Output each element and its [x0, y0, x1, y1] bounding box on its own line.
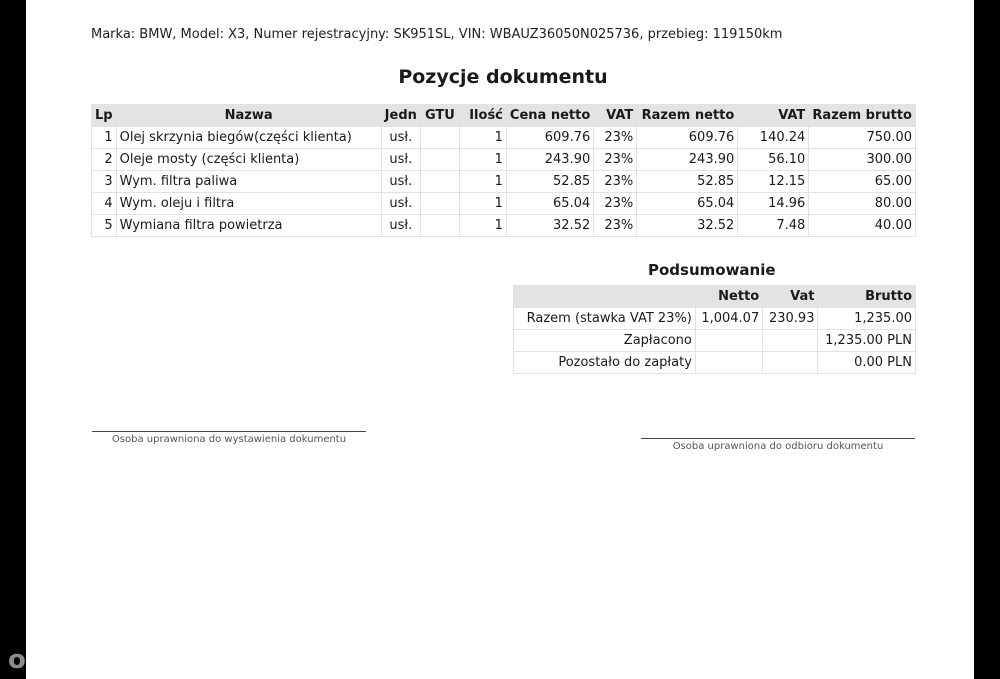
cell-vat-rate: 23% [594, 149, 637, 171]
cell-cena-netto: 52.85 [506, 171, 593, 193]
summary-col-brutto: Brutto [818, 286, 916, 308]
cell-nazwa: Oleje mosty (części klienta) [116, 149, 381, 171]
summary-table [513, 285, 916, 374]
cell-ilosc: 1 [459, 171, 506, 193]
cell-vat-amount: 14.96 [738, 193, 809, 215]
cell-razem-brutto: 65.00 [809, 171, 916, 193]
table-row [92, 149, 916, 171]
summary-label: Pozostało do zapłaty [514, 352, 696, 374]
cell-ilosc: 1 [459, 215, 506, 237]
cell-nazwa: Wymiana filtra powietrza [116, 215, 381, 237]
table-row [92, 127, 916, 149]
receiver-signature [641, 438, 915, 452]
col-lp: Lp [92, 105, 117, 127]
col-ilosc: Ilość [459, 105, 506, 127]
cell-nazwa: Olej skrzynia biegów(części klienta) [116, 127, 381, 149]
summary-row [514, 308, 916, 330]
col-nazwa: Nazwa [116, 105, 381, 127]
cell-cena-netto: 32.52 [506, 215, 593, 237]
cell-razem-netto: 65.04 [637, 193, 738, 215]
cell-lp: 5 [92, 215, 117, 237]
summary-header-row [514, 286, 916, 308]
cell-razem-netto: 243.90 [637, 149, 738, 171]
cell-razem-brutto: 750.00 [809, 127, 916, 149]
cell-cena-netto: 243.90 [506, 149, 593, 171]
summary-col-label [514, 286, 696, 308]
col-gtu: GTU [420, 105, 459, 127]
col-razem-netto: Razem netto [637, 105, 738, 127]
summary-label: Zapłacono [514, 330, 696, 352]
cell-vat-amount: 140.24 [738, 127, 809, 149]
summary-vat [763, 330, 818, 352]
cell-vat-amount: 56.10 [738, 149, 809, 171]
cell-lp: 3 [92, 171, 117, 193]
cell-jedn: usł. [381, 171, 420, 193]
cell-razem-brutto: 300.00 [809, 149, 916, 171]
summary-label: Razem (stawka VAT 23%) [514, 308, 696, 330]
cell-razem-brutto: 40.00 [809, 215, 916, 237]
summary-netto: 1,004.07 [695, 308, 762, 330]
vehicle-info: Marka: BMW, Model: X3, Numer rejestracyjny: SK951SL, VIN: WBAUZ36050N025736, przebieg: 119150km [91, 27, 783, 42]
cell-vat-rate: 23% [594, 171, 637, 193]
page-title: Pozycje dokumentu [398, 66, 608, 88]
cell-lp: 2 [92, 149, 117, 171]
summary-vat [763, 352, 818, 374]
cell-jedn: usł. [381, 127, 420, 149]
cell-razem-netto: 32.52 [637, 215, 738, 237]
cell-gtu [420, 127, 459, 149]
col-vat-amount: VAT [738, 105, 809, 127]
summary-col-netto: Netto [695, 286, 762, 308]
cell-lp: 1 [92, 127, 117, 149]
cell-jedn: usł. [381, 149, 420, 171]
cell-razem-brutto: 80.00 [809, 193, 916, 215]
document-page [26, 0, 974, 679]
cell-ilosc: 1 [459, 127, 506, 149]
otomoto-watermark: otomoto [8, 645, 139, 675]
cell-nazwa: Wym. oleju i filtra [116, 193, 381, 215]
table-row [92, 171, 916, 193]
cell-vat-rate: 23% [594, 127, 637, 149]
summary-row [514, 330, 916, 352]
cell-vat-rate: 23% [594, 215, 637, 237]
cell-lp: 4 [92, 193, 117, 215]
cell-razem-netto: 609.76 [637, 127, 738, 149]
issuer-signature [92, 431, 366, 445]
cell-vat-amount: 7.48 [738, 215, 809, 237]
cell-gtu [420, 149, 459, 171]
summary-brutto: 1,235.00 [818, 308, 916, 330]
cell-jedn: usł. [381, 215, 420, 237]
summary-col-vat: Vat [763, 286, 818, 308]
cell-ilosc: 1 [459, 149, 506, 171]
cell-vat-amount: 12.15 [738, 171, 809, 193]
table-row [92, 215, 916, 237]
col-vat-rate: VAT [594, 105, 637, 127]
items-header-row [92, 105, 916, 127]
col-razem-brutto: Razem brutto [809, 105, 916, 127]
cell-gtu [420, 171, 459, 193]
summary-vat: 230.93 [763, 308, 818, 330]
issuer-signature-label: Osoba uprawniona do wystawienia dokumentu [111, 434, 347, 445]
cell-cena-netto: 609.76 [506, 127, 593, 149]
cell-razem-netto: 52.85 [637, 171, 738, 193]
summary-row [514, 352, 916, 374]
cell-jedn: usł. [381, 193, 420, 215]
cell-ilosc: 1 [459, 193, 506, 215]
col-jedn: Jedn [381, 105, 420, 127]
cell-nazwa: Wym. filtra paliwa [116, 171, 381, 193]
receiver-signature-label: Osoba uprawniona do odbioru dokumentu [672, 441, 884, 452]
issuer-signature-line [92, 431, 366, 432]
table-row [92, 193, 916, 215]
cell-gtu [420, 215, 459, 237]
cell-vat-rate: 23% [594, 193, 637, 215]
summary-netto [695, 352, 762, 374]
items-table [91, 104, 916, 237]
summary-brutto: 0.00 PLN [818, 352, 916, 374]
col-cena-netto: Cena netto [506, 105, 593, 127]
summary-brutto: 1,235.00 PLN [818, 330, 916, 352]
summary-netto [695, 330, 762, 352]
cell-gtu [420, 193, 459, 215]
receiver-signature-line [641, 438, 915, 439]
summary-title: Podsumowanie [648, 261, 776, 279]
cell-cena-netto: 65.04 [506, 193, 593, 215]
